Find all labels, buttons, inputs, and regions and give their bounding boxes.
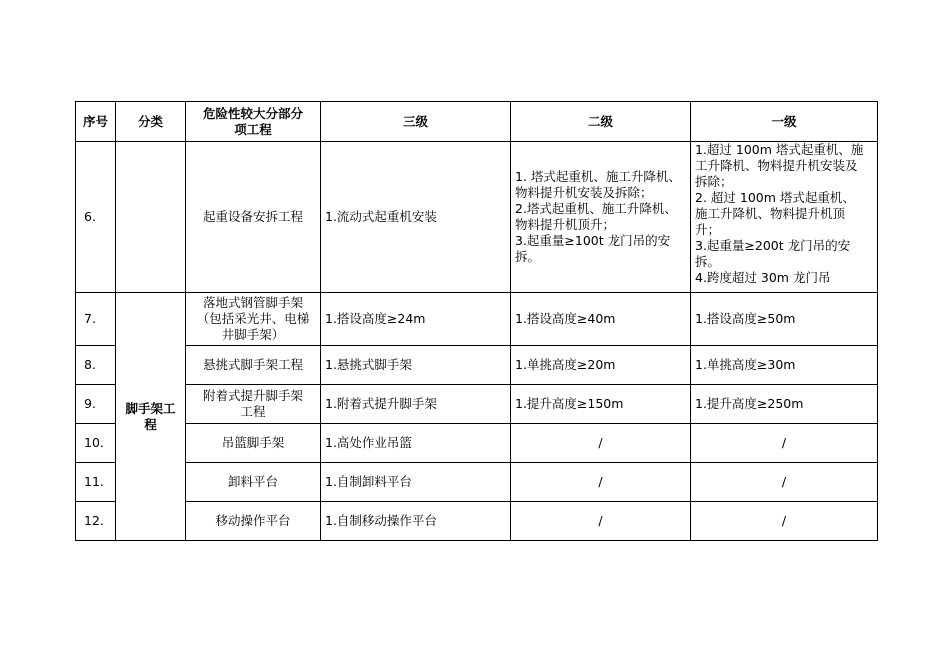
table-row <box>76 424 878 463</box>
row-level3: 1.流动式起重机安装 <box>321 142 511 293</box>
row-level1: 1.提升高度≥250m <box>691 385 878 424</box>
row-level2: / <box>511 424 691 463</box>
table-row <box>76 463 878 502</box>
header-level3: 三级 <box>321 102 511 142</box>
row-seq: 6. <box>76 142 116 293</box>
row-seq: 10. <box>76 424 116 463</box>
table-row <box>76 385 878 424</box>
row-project: 落地式钢管脚手架 （包括采光井、电梯 井脚手架） <box>186 293 321 346</box>
table-row <box>76 293 878 346</box>
row-category-empty <box>116 142 186 293</box>
row-project: 附着式提升脚手架 工程 <box>186 385 321 424</box>
row-project: 吊篮脚手架 <box>186 424 321 463</box>
row-project: 卸料平台 <box>186 463 321 502</box>
header-level1: 一级 <box>691 102 878 142</box>
row-level3: 1.自制卸料平台 <box>321 463 511 502</box>
row-level3: 1.自制移动操作平台 <box>321 502 511 541</box>
row-project: 起重设备安拆工程 <box>186 142 321 293</box>
row-level1: 1.搭设高度≥50m <box>691 293 878 346</box>
row-level1: 1.超过 100m 塔式起重机、施 工升降机、物料提升机安装及 拆除； 2. 超过 100m 塔式起重机、 施工升降机、物料提升机顶 升； 3.起重量≥200t 龙门吊的安 拆。 4.跨度超过 30m 龙门吊 <box>691 142 878 293</box>
row-seq: 9. <box>76 385 116 424</box>
hazard-classification-table <box>75 101 878 541</box>
row-seq: 8. <box>76 346 116 385</box>
row-project: 移动操作平台 <box>186 502 321 541</box>
row-level2: 1. 塔式起重机、施工升降机、 物料提升机安装及拆除； 2.塔式起重机、施工升降机、 物料提升机顶升； 3.起重量≥100t 龙门吊的安 拆。 <box>511 142 691 293</box>
row-level2: / <box>511 463 691 502</box>
header-seq: 序号 <box>76 102 116 142</box>
row-seq: 7. <box>76 293 116 346</box>
header-row <box>76 102 878 142</box>
header-level2: 二级 <box>511 102 691 142</box>
row-level2: 1.提升高度≥150m <box>511 385 691 424</box>
row-level2: 1.单挑高度≥20m <box>511 346 691 385</box>
row-level1: / <box>691 424 878 463</box>
row-seq: 11. <box>76 463 116 502</box>
row-seq: 12. <box>76 502 116 541</box>
row-level1: 1.单挑高度≥30m <box>691 346 878 385</box>
row-level3: 1.悬挑式脚手架 <box>321 346 511 385</box>
row-level3: 1.附着式提升脚手架 <box>321 385 511 424</box>
row-level2: 1.搭设高度≥40m <box>511 293 691 346</box>
table-row <box>76 502 878 541</box>
row-level3: 1.高处作业吊篮 <box>321 424 511 463</box>
table-row <box>76 346 878 385</box>
row-level1: / <box>691 502 878 541</box>
row-level3: 1.搭设高度≥24m <box>321 293 511 346</box>
header-category: 分类 <box>116 102 186 142</box>
row-category-scaffold: 脚手架工 程 <box>116 293 186 541</box>
table-row <box>76 142 878 293</box>
row-project: 悬挑式脚手架工程 <box>186 346 321 385</box>
row-level2: / <box>511 502 691 541</box>
header-project: 危险性较大分部分 项工程 <box>186 102 321 142</box>
row-level1: / <box>691 463 878 502</box>
